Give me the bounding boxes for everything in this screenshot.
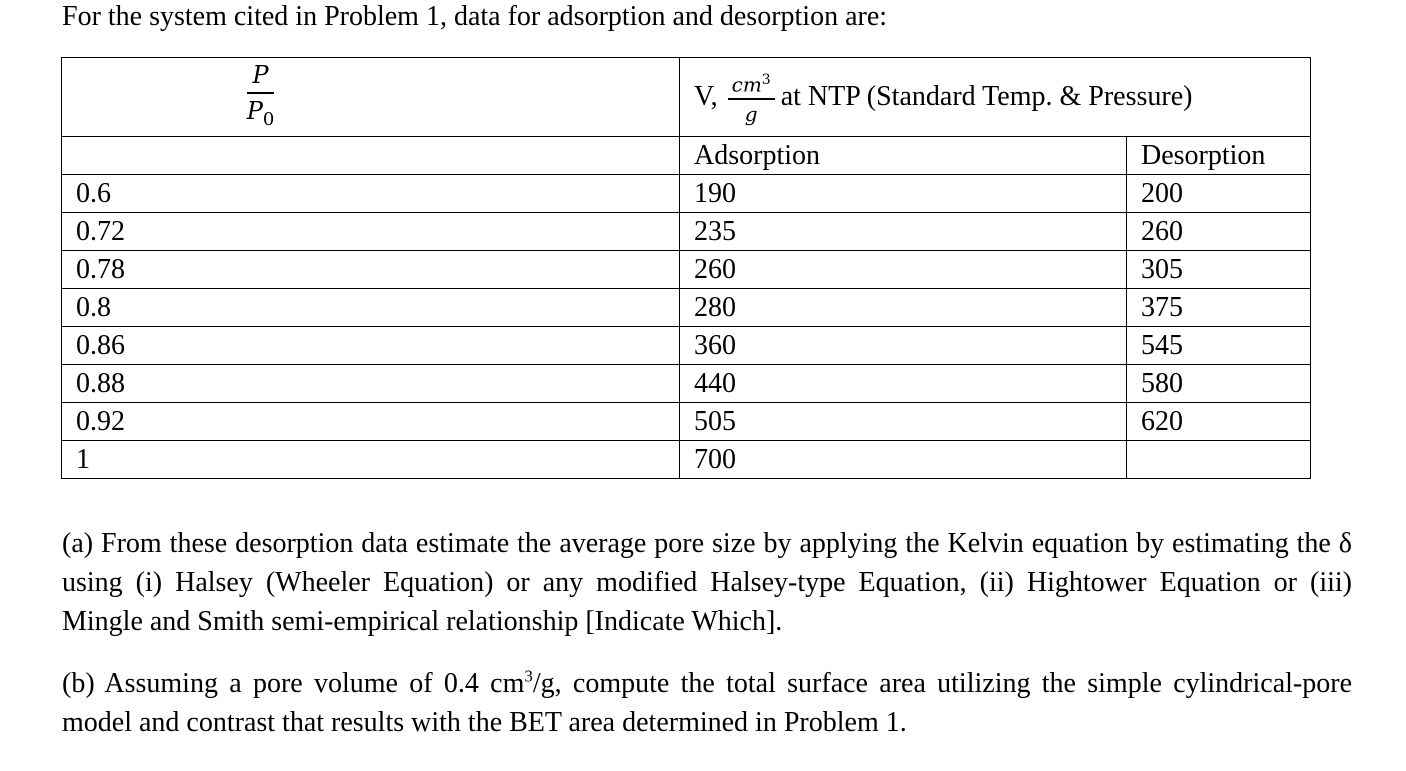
table-row	[62, 365, 1311, 403]
cell-desorption	[1127, 441, 1311, 479]
subheader-desorption: Desorption	[1127, 137, 1311, 175]
cell-desorption: 620	[1127, 403, 1311, 441]
unit-numerator-exponent: 3	[761, 71, 771, 88]
cell-adsorption: 235	[680, 213, 1127, 251]
ratio-denominator	[247, 94, 275, 135]
volume-prefix: V,	[694, 81, 718, 112]
part-a-question: (a) From these desorption data estimate the average pore size by applying the Kelvin equation by estimating the δ using (i) Halsey (Wheeler Equation) or any modified Halsey-type Equation, (ii) Hightower Equation or (iii) Mingle and Smith semi-empirical relationship [Indicate Which].	[62, 528, 1352, 637]
table-row	[62, 213, 1311, 251]
part-b-text-end: /g, compute the total surface area utilizing the simple cylindrical-pore model and contrast that results with the BET area determined in Problem 1.	[62, 668, 1352, 738]
volume-header	[680, 58, 1311, 137]
part-b-exponent: 3	[524, 666, 533, 686]
cell-desorption: 200	[1127, 175, 1311, 213]
part-b-text-start: (b) Assuming a pore volume of 0.4 cm	[62, 668, 525, 699]
subheader-col1	[62, 137, 680, 175]
table-row	[62, 251, 1311, 289]
table-row	[62, 403, 1311, 441]
intro-text: For the system cited in Problem 1, data for adsorption and desorption are:	[62, 1, 888, 32]
cell-pressure: 1	[62, 441, 680, 479]
cell-pressure: 0.86	[62, 327, 680, 365]
cell-adsorption: 505	[680, 403, 1127, 441]
ratio-numerator: P	[247, 60, 275, 94]
cell-desorption: 305	[1127, 251, 1311, 289]
table-subheader-row	[62, 137, 1311, 175]
unit-numerator-text: cm	[731, 72, 762, 97]
cell-adsorption: 440	[680, 365, 1127, 403]
volume-suffix: at NTP (Standard Temp. & Pressure)	[780, 81, 1193, 112]
cell-pressure: 0.6	[62, 175, 680, 213]
cell-desorption: 260	[1127, 213, 1311, 251]
table-row	[62, 289, 1311, 327]
cell-pressure: 0.92	[62, 403, 680, 441]
cell-pressure: 0.88	[62, 365, 680, 403]
unit-denominator: g	[744, 102, 758, 127]
cell-adsorption: 190	[680, 175, 1127, 213]
cell-adsorption: 360	[680, 327, 1127, 365]
volume-header-content	[694, 68, 1192, 127]
cell-adsorption: 260	[680, 251, 1127, 289]
cell-desorption: 580	[1127, 365, 1311, 403]
cell-desorption: 545	[1127, 327, 1311, 365]
ratio-denominator-symbol: P	[246, 96, 263, 125]
volume-unit-fraction	[728, 68, 775, 127]
table-row	[62, 441, 1311, 479]
table-row	[62, 175, 1311, 213]
cell-desorption: 375	[1127, 289, 1311, 327]
cell-pressure: 0.8	[62, 289, 680, 327]
cell-pressure: 0.72	[62, 213, 680, 251]
ratio-denominator-subscript: 0	[262, 108, 275, 130]
subheader-adsorption: Adsorption	[680, 137, 1127, 175]
pressure-ratio-header	[62, 58, 680, 137]
pressure-ratio-fraction	[247, 60, 275, 135]
part-b-question	[62, 664, 1352, 742]
unit-numerator	[728, 68, 775, 101]
data-table	[61, 57, 1311, 479]
cell-pressure: 0.78	[62, 251, 680, 289]
table-row	[62, 327, 1311, 365]
cell-adsorption: 280	[680, 289, 1127, 327]
table-header-row	[62, 58, 1311, 137]
cell-adsorption: 700	[680, 441, 1127, 479]
